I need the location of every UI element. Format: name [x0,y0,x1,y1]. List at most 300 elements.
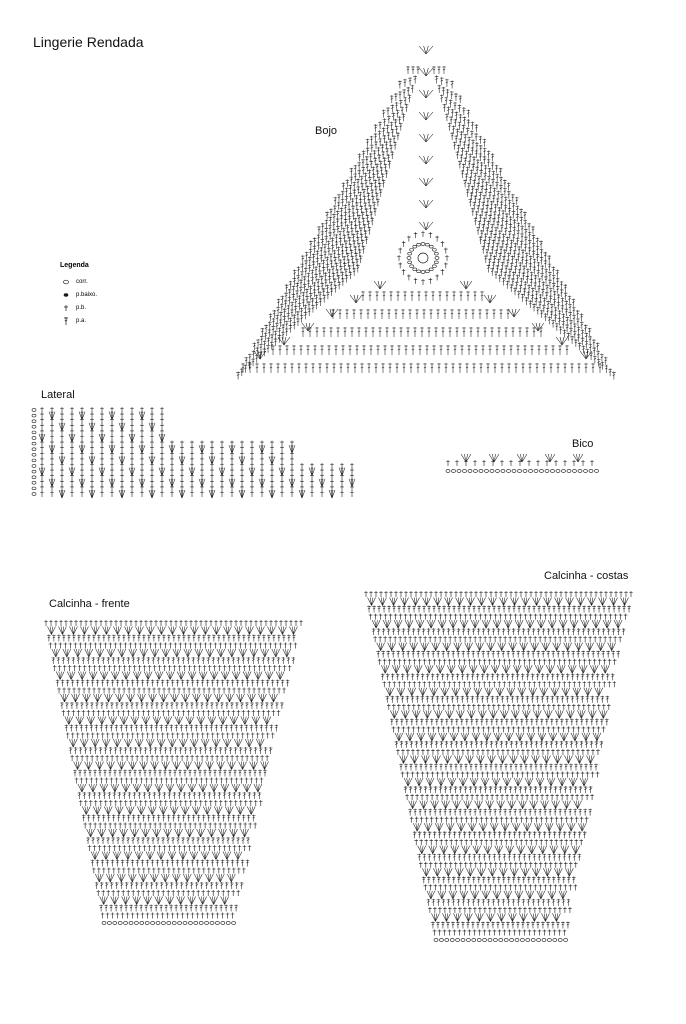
double-crochet [237,635,241,642]
double-crochet [479,236,483,244]
single-crochet [384,614,388,620]
chain-stitch [518,470,522,473]
double-crochet [86,680,90,687]
single-crochet [79,643,83,649]
double-crochet [264,325,268,333]
single-crochet [176,913,180,919]
double-crochet [138,770,142,777]
double-crochet [487,606,491,613]
chain-stitch [32,414,36,417]
single-crochet [310,474,314,480]
double-crochet [304,304,308,312]
double-crochet [515,259,519,267]
double-crochet [266,680,270,687]
single-crochet [484,591,488,597]
single-crochet [407,726,411,732]
double-crochet [362,246,366,254]
single-crochet [203,665,207,671]
double-crochet [207,815,211,822]
single-crochet [94,800,98,806]
single-crochet [498,636,502,642]
double-crochet [400,718,404,725]
double-crochet [586,673,590,680]
double-crochet [396,673,400,680]
single-crochet [158,665,162,671]
single-crochet [472,704,476,710]
single-crochet [259,643,263,649]
chain-stitch [32,442,36,445]
double-crochet [128,770,132,777]
single-crochet [210,480,214,486]
single-crochet [290,457,294,463]
double-crochet [223,792,227,799]
single-crochet [135,778,139,784]
double-crochet [342,228,346,236]
double-crochet [437,606,441,613]
single-crochet [98,845,102,851]
double-crochet [468,198,472,206]
double-crochet [145,725,149,732]
single-crochet [447,704,451,710]
single-crochet [155,755,159,761]
double-crochet [340,222,344,230]
double-crochet [441,696,445,703]
double-crochet [427,606,431,613]
double-crochet [387,628,391,635]
double-crochet [394,309,398,319]
double-crochet [573,331,577,339]
single-crochet [153,665,157,671]
double-crochet [509,216,513,224]
double-crochet [582,606,586,613]
double-crochet [472,606,476,613]
single-crochet [382,681,386,687]
double-crochet [345,179,349,187]
double-crochet [198,792,202,799]
double-crochet [568,311,572,319]
single-crochet [115,778,119,784]
double-crochet [512,202,516,210]
single-crochet [220,457,224,463]
double-crochet [409,363,413,373]
double-crochet [471,122,475,130]
double-crochet [476,227,480,235]
single-crochet [149,620,153,626]
double-crochet [348,345,352,355]
double-crochet [440,718,444,725]
double-crochet [426,651,430,658]
single-crochet [507,681,511,687]
double-crochet [99,905,103,912]
double-crochet [177,635,181,642]
double-crochet [592,606,596,613]
chain-stitch [413,268,417,271]
double-crochet [347,201,351,209]
single-crochet [130,778,134,784]
single-crochet [210,474,214,480]
double-crochet [231,680,235,687]
single-crochet [165,778,169,784]
chain-stitch [32,487,36,490]
single-crochet [581,460,585,466]
double-crochet [329,327,333,337]
single-crochet [434,614,438,620]
single-crochet [517,681,521,687]
single-crochet [104,800,108,806]
bico-chart [446,454,599,472]
double-crochet [581,696,585,703]
double-crochet [390,122,394,130]
double-crochet [487,628,491,635]
single-crochet [147,710,151,716]
double-crochet [391,651,395,658]
double-crochet [145,882,149,889]
double-crochet [408,309,412,319]
double-crochet [566,333,570,341]
double-crochet [473,291,477,301]
double-crochet [295,290,299,298]
double-crochet [133,792,137,799]
double-crochet [174,747,178,754]
double-crochet [596,696,600,703]
double-crochet [554,307,558,315]
double-crochet [331,266,335,274]
single-crochet [330,485,334,491]
single-crochet [116,733,120,739]
single-crochet [160,778,164,784]
double-crochet [151,657,155,664]
chain-stitch [432,265,436,268]
single-crochet [250,463,254,469]
single-crochet [572,704,576,710]
single-crochet [578,636,582,642]
single-crochet [538,636,542,642]
single-crochet [164,643,168,649]
single-crochet [230,441,234,447]
double-crochet [496,651,500,658]
single-crochet [489,614,493,620]
double-crochet [233,770,237,777]
double-crochet [327,240,331,248]
chain-stitch [32,431,36,434]
single-crochet [373,636,377,642]
double-crochet [61,657,65,664]
single-crochet [289,643,293,649]
single-crochet [514,614,518,620]
double-crochet [95,725,99,732]
double-crochet [505,220,509,228]
double-crochet [533,259,537,267]
double-crochet [86,837,90,844]
single-crochet [80,457,84,463]
double-crochet [123,792,127,799]
double-crochet [560,718,564,725]
double-crochet [540,310,544,318]
double-crochet [429,309,433,319]
double-crochet [531,651,535,658]
single-crochet [123,665,127,671]
double-crochet [226,657,230,664]
chain-stitch [32,420,36,423]
double-crochet [600,718,604,725]
single-crochet [120,435,124,441]
single-crochet [113,665,117,671]
single-crochet [109,800,113,806]
double-crochet [542,628,546,635]
double-crochet [291,657,295,664]
single-crochet [135,755,139,761]
single-crochet [140,435,144,441]
single-crochet [50,457,54,463]
double-crochet [452,291,456,301]
single-crochet [190,452,194,458]
single-crochet [89,620,93,626]
double-crochet [107,635,111,642]
single-crochet [350,463,354,469]
single-crochet [230,778,234,784]
double-crochet [124,747,128,754]
single-crochet [200,474,204,480]
double-crochet [251,358,255,366]
single-crochet [40,413,44,419]
chain-stitch [145,922,149,925]
double-crochet [269,747,273,754]
single-crochet [573,636,577,642]
single-crochet [409,591,413,597]
single-crochet [81,733,85,739]
single-crochet [200,778,204,784]
double-crochet [420,741,424,748]
double-crochet [75,725,79,732]
single-crochet [131,913,135,919]
double-crochet [450,81,454,89]
single-crochet [40,441,44,447]
double-crochet [493,187,497,195]
double-crochet [399,99,403,107]
double-crochet [305,252,309,260]
double-crochet [551,320,555,328]
double-crochet [162,815,166,822]
double-crochet [536,696,540,703]
double-crochet [417,291,421,301]
double-crochet [498,230,502,238]
single-crochet [584,591,588,597]
single-crochet [183,665,187,671]
double-crochet [500,363,504,373]
single-crochet [266,733,270,739]
double-crochet [168,770,172,777]
double-crochet [120,702,124,709]
double-crochet [532,250,536,258]
single-crochet [127,868,131,874]
single-crochet [216,913,220,919]
double-crochet [235,725,239,732]
double-crochet [176,837,180,844]
double-crochet [570,718,574,725]
single-crochet [89,643,93,649]
double-crochet [484,165,488,173]
single-crochet [557,681,561,687]
double-crochet [542,297,546,305]
double-crochet [427,628,431,635]
double-crochet [508,199,512,207]
double-crochet [435,741,439,748]
double-crochet [497,207,501,215]
double-crochet [460,741,464,748]
double-crochet [115,702,119,709]
single-crochet [350,469,354,475]
double-crochet [86,657,90,664]
double-crochet [497,214,501,222]
single-crochet [160,407,164,413]
double-crochet [482,606,486,613]
single-crochet [105,778,109,784]
single-crochet [190,457,194,463]
single-crochet [147,688,151,694]
double-crochet [512,227,516,235]
double-crochet [220,725,224,732]
double-crochet [85,725,89,732]
single-crochet [220,446,224,452]
double-crochet [181,860,185,867]
single-crochet [144,620,148,626]
single-crochet [74,620,78,626]
single-crochet [558,659,562,665]
single-crochet [240,452,244,458]
single-crochet [482,704,486,710]
double-crochet [341,199,345,207]
double-crochet [223,770,227,777]
double-crochet [596,342,600,350]
single-crochet [137,868,141,874]
single-crochet [533,636,537,642]
double-crochet [491,153,495,161]
double-crochet [510,741,514,748]
single-crochet [445,255,449,261]
chain-stitch [32,470,36,473]
double-crochet [124,905,128,912]
single-crochet [80,778,84,784]
double-crochet [516,651,520,658]
double-crochet [458,138,462,146]
double-crochet [410,291,414,301]
double-crochet [336,327,340,337]
double-crochet [246,657,250,664]
double-crochet [285,284,289,292]
single-crochet [108,823,112,829]
single-crochet [172,710,176,716]
single-crochet [117,710,121,716]
single-crochet [528,659,532,665]
double-crochet [455,327,459,337]
double-crochet [160,725,164,732]
double-crochet [521,651,525,658]
chain-stitch [226,922,230,925]
double-crochet [544,252,548,260]
double-crochet [345,275,349,283]
double-crochet [550,718,554,725]
chain-stitch [589,470,593,473]
single-crochet [180,441,184,447]
double-crochet [471,147,475,155]
double-crochet [362,150,366,158]
double-crochet [217,815,221,822]
double-crochet [355,258,359,266]
single-crochet [290,491,294,497]
single-crochet [599,614,603,620]
double-crochet [564,292,568,300]
single-crochet [207,688,211,694]
single-crochet [260,485,264,491]
double-crochet [374,133,378,141]
single-crochet [340,474,344,480]
single-crochet [120,452,124,458]
single-crochet [554,591,558,597]
double-crochet [560,741,564,748]
double-crochet [607,606,611,613]
single-crochet [158,845,162,851]
single-crochet [188,845,192,851]
double-crochet [121,657,125,664]
single-crochet [557,726,561,732]
single-crochet [110,469,114,475]
double-crochet [523,345,527,355]
single-crochet [114,643,118,649]
double-crochet [300,308,304,316]
double-crochet [527,628,531,635]
single-crochet [149,643,153,649]
chain-stitch [434,261,438,264]
double-crochet [597,606,601,613]
chain-stitch [232,922,236,925]
double-crochet [232,635,236,642]
single-crochet [392,704,396,710]
double-crochet [71,680,75,687]
lateral-chart [32,407,355,498]
double-crochet [329,253,333,261]
single-crochet [130,452,134,458]
double-crochet [491,673,495,680]
single-crochet [180,485,184,491]
single-crochet [173,845,177,851]
single-crochet [50,407,54,413]
double-crochet [281,324,285,332]
double-crochet [89,747,93,754]
double-crochet [318,270,322,278]
double-crochet [261,680,265,687]
single-crochet [290,474,294,480]
double-crochet [272,635,276,642]
double-crochet [556,286,560,294]
double-crochet [611,673,615,680]
single-crochet [619,591,623,597]
double-crochet [244,365,248,373]
single-crochet [290,469,294,475]
double-crochet [369,211,373,219]
single-crochet [393,636,397,642]
double-crochet [566,696,570,703]
double-crochet [358,192,362,200]
double-crochet [298,302,302,310]
double-crochet [556,278,560,286]
single-crochet [120,441,124,447]
double-crochet [326,285,330,293]
chain-stitch [463,470,467,473]
single-crochet [69,643,73,649]
double-crochet [422,606,426,613]
chain-stitch [172,922,176,925]
double-crochet [568,295,572,303]
